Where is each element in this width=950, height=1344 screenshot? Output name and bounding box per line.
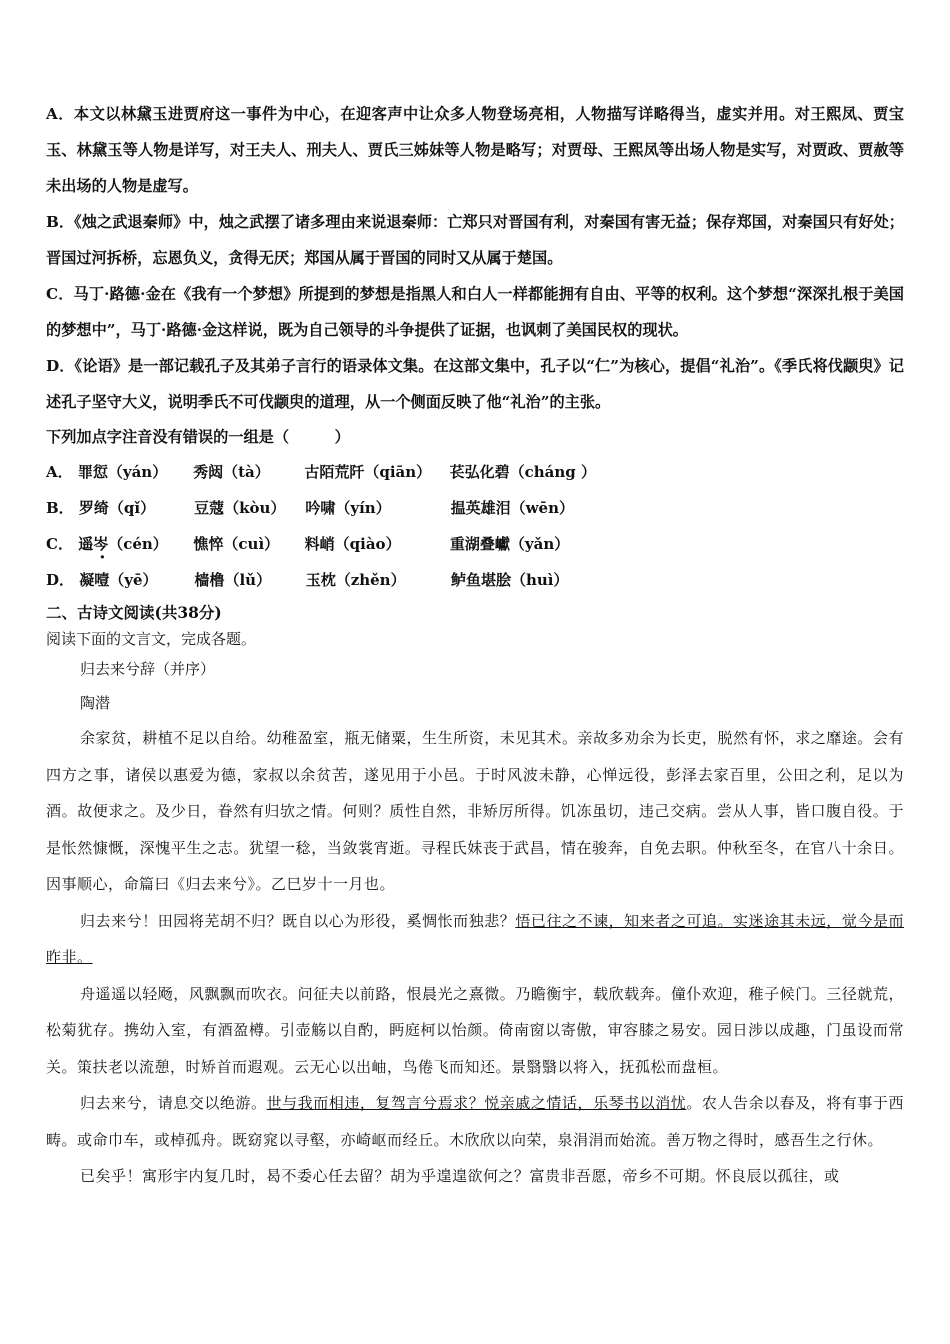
option-term: 憔悴（cuì） — [193, 535, 280, 553]
dotted-char: 岑 — [93, 535, 109, 553]
option-term: 料峭（qiào） — [304, 535, 401, 553]
option-term: 吟啸（yín） — [305, 499, 391, 517]
passage-author: 陶潜 — [80, 694, 111, 712]
option-label: B． — [46, 499, 74, 517]
option-term: 揾英雄泪（wēn） — [450, 499, 574, 517]
option-paragraph-d: D．《论语》是一部记载孔子及其弟子言行的语录体文集。在这部文集中，孔子以“仁”为核心，提倡“礼治”。《季氏将伐颛臾》记述孔子坚守大义，说明季氏不可伐颛臾的道理，从一个侧面反映了他“礼治”的主张。 — [46, 357, 904, 411]
option-term: 玉枕（zhěn） — [305, 571, 406, 589]
option-term: 罗绮（qǐ） — [78, 499, 156, 517]
option-term — [78, 526, 188, 562]
option-term: 苌弘化碧（cháng ） — [449, 463, 596, 481]
option-term: 古陌荒阡（qiān） — [304, 463, 432, 481]
option-term: 秀闼（tà） — [193, 463, 270, 481]
term-head: 遥 — [78, 535, 94, 553]
passage-title: 归去来兮辞（并序） — [80, 660, 216, 678]
option-paragraph-b: B．《烛之武退秦师》中，烛之武摆了诸多理由来说退秦师：亡郑只对晋国有利，对秦国有害无益；保存郑国，对秦国只有好处；晋国过河拆桥，忘恩负义，贪得无厌；郑国从属于晋国的同时又从属于楚国。 — [46, 213, 904, 267]
passage-paragraph: 舟遥遥以轻飏，风飘飘而吹衣。问征夫以前路，恨晨光之熹微。乃瞻衡宇，载欣载奔。僮仆欢迎，稚子候门。三径就荒，松菊犹存。携幼入室，有酒盈樽。引壶觞以自酌，眄庭柯以怡颜。倚南窗以寄傲，审容膝之易安。园日涉以成趣，门虽设而常关。策扶老以流憩，时矫首而遐观。云无心以出岫，鸟倦飞而知还。景翳翳以将入，抚孤松而盘桓。 — [46, 984, 904, 1076]
option-paragraph-a: A．本文以林黛玉进贾府这一事件为中心，在迎客声中让众多人物登场亮相，人物描写详略得当，虚实并用。对王熙凤、贾宝玉、林黛玉等人物是详写，对王夫人、刑夫人、贾氏三姊妹等人物是略写；对贾母、王熙凤等出场人物是实写，对贾政、贾赦等未出场的人物是虚写。 — [46, 105, 904, 195]
pinyin-option-a — [46, 454, 904, 490]
pinyin-option-b — [46, 490, 904, 526]
option-term: 鲈鱼堪脍（huì） — [450, 571, 569, 589]
option-label: D． — [46, 571, 75, 589]
option-label: A． — [46, 463, 73, 481]
option-term: 罪愆（yán） — [77, 463, 168, 481]
passage-preface: 余家贫，耕植不足以自给。幼稚盈室，瓶无储粟，生生所资，未见其术。亲故多劝余为长吏，脱然有怀，求之靡途。会有四方之事，诸侯以惠爱为德，家叔以余贫苦，遂见用于小邑。于时风波未静，心惮远役，彭泽去家百里，公田之利，足以为酒。故便求之。及少日，眷然有归欤之情。何则？质性自然，非矫厉所得。饥冻虽切，违己交病。尝从人事，皆口腹自役。于是怅然慷慨，深愧平生之志。犹望一稔，当敛裳宵逝。寻程氏妹丧于武昌，情在骏奔，自免去职。仲秋至冬，在官八十余日。因事顺心，命篇曰《归去来兮》。乙巳岁十一月也。 — [46, 729, 904, 893]
term-pinyin: （cén） — [108, 535, 168, 553]
pinyin-option-c — [46, 526, 904, 562]
question-stem: 下列加点字注音没有错误的一组是（ ） — [46, 428, 350, 446]
option-label: C． — [46, 535, 73, 553]
section-instruction: 阅读下面的文言文，完成各题。 — [46, 630, 257, 648]
underlined-sentence: 悟已往之不谏，知来者之可追。实迷途其未远，觉今是而昨非。 — [46, 911, 904, 966]
passage-paragraph: 已矣乎！寓形宇内复几时，曷不委心任去留？胡为乎遑遑欲何之？富贵非吾愿，帝乡不可期。怀良辰以孤往，或 — [80, 1167, 840, 1185]
option-term: 重湖叠巘（yǎn） — [449, 535, 570, 553]
option-term: 豆蔻（kòu） — [194, 499, 286, 517]
passage-paragraph: 归去来兮，请息交以绝游。世与我而相违，复驾言兮焉求？悦亲戚之情话，乐琴书以消忧。农人告余以春及，将有事于西畴。或命巾车，或棹孤舟。既窈窕以寻壑，亦崎岖而经丘。木欣欣以向荣，泉涓涓而始流。善万物之得时，感吾生之行休。 — [46, 1094, 904, 1149]
option-paragraph-c: C．马丁·路德·金在《我有一个梦想》所提到的梦想是指黑人和白人一样都能拥有自由、平等的权利。这个梦想“深深扎根于美国的梦想中”，马丁·路德·金这样说，既为自己领导的斗争提供了证据，也讽刺了美国民权的现状。 — [46, 285, 904, 339]
pinyin-option-d — [46, 562, 904, 598]
underlined-sentence: 世与我而相违，复驾言兮焉求？悦亲戚之情话，乐琴书以消忧 — [266, 1094, 687, 1112]
section-heading: 二、古诗文阅读(共38分) — [46, 603, 222, 622]
option-term: 凝噎（yē） — [79, 571, 158, 589]
passage-paragraph: 归去来兮！田园将芜胡不归？既自以心为形役，奚惆怅而独悲？悟已往之不谏，知来者之可追。实迷途其未远，觉今是而昨非。 — [46, 911, 904, 966]
option-term: 樯橹（lǔ） — [194, 571, 272, 589]
